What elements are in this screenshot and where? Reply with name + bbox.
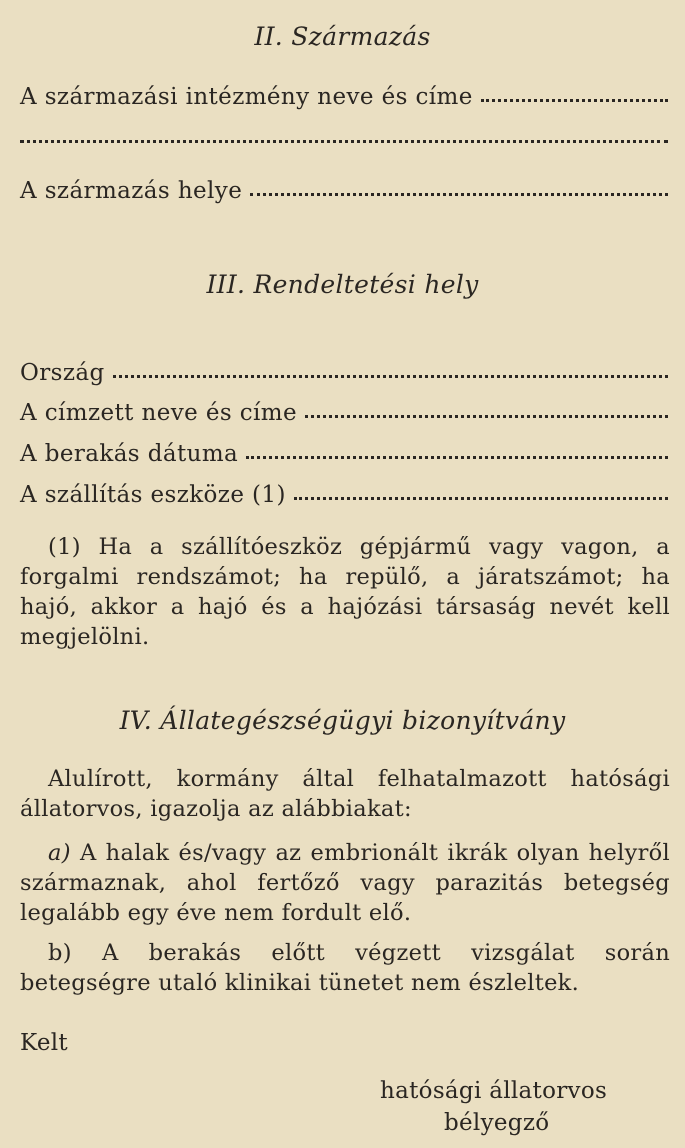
loading-date-field <box>20 441 668 467</box>
dated-label: Kelt <box>20 1030 68 1056</box>
signature-line-2: bélyegző <box>444 1110 550 1136</box>
transport-field <box>20 482 668 508</box>
origin-institution-dotted-line-2 <box>20 136 668 143</box>
item-b-marker: b) <box>48 940 72 966</box>
origin-place-dotted-line <box>250 189 668 196</box>
transport-label: A szállítás eszköze (1) <box>20 482 286 508</box>
transport-footnote: (1) Ha a szállítóeszköz gépjármű vagy vagon, a forgalmi rendszámot; ha repülő, a járatszámot; ha hajó, akkor a hajó és a hajózási társaság nevét kell megjelölni. <box>20 534 670 650</box>
item-a-marker: a) <box>48 840 71 866</box>
certificate-item-a <box>20 838 670 928</box>
section-4-heading: IV. Állategészségügyi bizonyítvány <box>119 706 566 735</box>
item-b-text: A berakás előtt végzett vizsgálat során betegségre utaló klinikai tünetet nem észleltek. <box>20 940 670 996</box>
recipient-dotted-line <box>305 411 668 418</box>
recipient-label: A címzett neve és címe <box>20 400 298 426</box>
signature-line-1: hatósági állatorvos <box>380 1078 608 1104</box>
certificate-intro: Alulírott, kormány által felhatalmazott hatósági állatorvos, igazolja az alábbiakat: <box>20 766 670 822</box>
origin-place-label: A származás helye <box>20 178 243 204</box>
transport-dotted-line <box>294 493 668 500</box>
country-field <box>20 360 668 386</box>
origin-institution-label: A származási intézmény neve és címe <box>20 84 473 110</box>
certificate-item-b <box>20 938 670 998</box>
country-label: Ország <box>20 360 105 386</box>
country-dotted-line <box>113 371 668 378</box>
origin-place-field <box>20 178 668 204</box>
loading-date-label: A berakás dátuma <box>20 441 239 467</box>
origin-institution-field <box>20 84 668 110</box>
section-3-heading: III. Rendeltetési hely <box>206 270 479 299</box>
section-2-heading: II. Származás <box>254 22 431 51</box>
origin-institution-dotted-line <box>481 95 668 102</box>
recipient-field <box>20 400 668 426</box>
item-a-text: A halak és/vagy az embrionált ikrák olyan helyről származnak, ahol fertőző vagy parazitás betegség legalább egy éve nem fordult elő. <box>20 840 670 926</box>
loading-date-dotted-line <box>246 452 668 459</box>
